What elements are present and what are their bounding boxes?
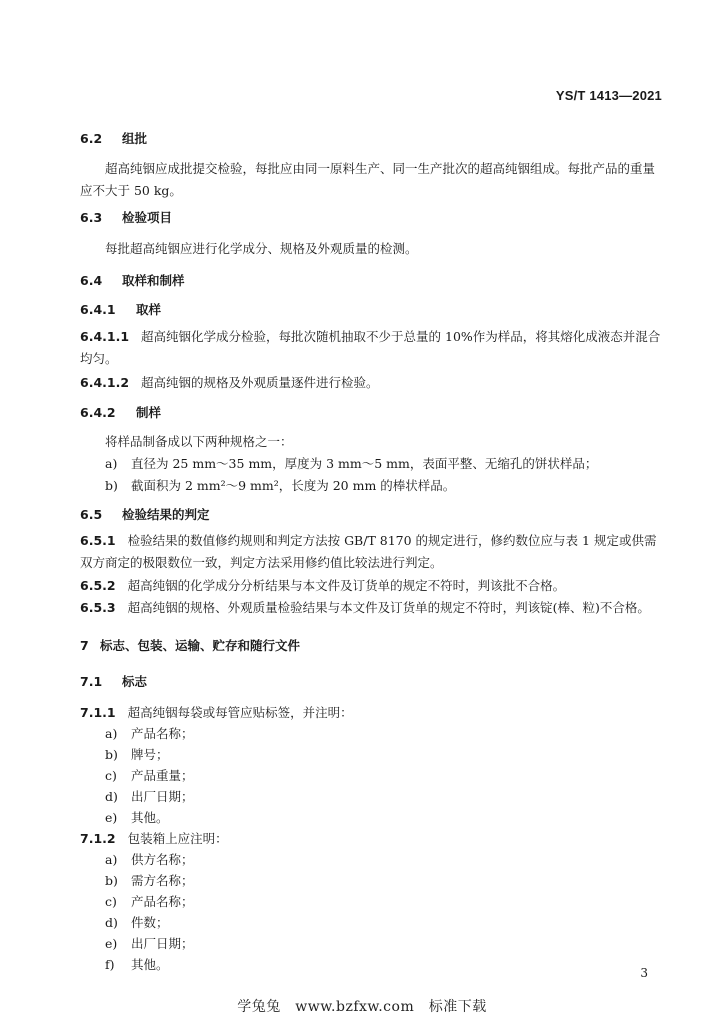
section-title: 检验项目 (122, 210, 173, 225)
clause-text: 超高纯铟每袋或每管应贴标签，并注明： (127, 705, 353, 720)
section-title: 取样和制样 (122, 273, 185, 288)
section-heading-6-4-1 (80, 300, 161, 318)
list-text: 出厂日期； (131, 789, 194, 804)
list-item (105, 454, 597, 472)
clause-6-4-1-1 (80, 326, 662, 370)
section-heading-6-4-2 (80, 403, 161, 421)
list-marker: b) (105, 873, 118, 888)
list-marker: a) (105, 456, 118, 471)
list-marker: d) (105, 789, 118, 804)
clause-text: 超高纯铟的化学成分分析结果与本文件及订货单的规定不符时，判该批不合格。 (127, 578, 566, 593)
section-heading-6-3 (80, 208, 172, 226)
clause-6-5-2 (80, 576, 565, 594)
section-number: 6.3 (80, 210, 103, 225)
clause-text: 检验结果的数值修约规则和判定方法按 GB/T 8170 的规定进行，修约数位应与表 1 规定或供需双方商定的极限数位一致，判定方法采用修约值比较法进行判定。 (80, 533, 657, 570)
list-marker: b) (105, 478, 118, 493)
section-title: 取样 (136, 302, 162, 317)
clause-number: 6.4.1.2 (80, 375, 130, 390)
list-text: 其他。 (131, 810, 169, 825)
clause-number: 6.5.2 (80, 578, 116, 593)
clause-6-5-1 (80, 530, 662, 574)
list-marker: a) (105, 726, 118, 741)
watermark-text: 学兔兔 www.bzfxw.com 标准下载 (237, 999, 487, 1015)
clause-number: 6.4.1.1 (80, 329, 130, 344)
list-marker: f) (105, 957, 115, 972)
section-body-6-3: 每批超高纯铟应进行化学成分、规格及外观质量的检测。 (105, 241, 418, 256)
list-marker: e) (105, 810, 118, 825)
section-number: 6.4.1 (80, 302, 116, 317)
list-item (105, 892, 194, 910)
section-number: 6.4 (80, 273, 103, 288)
clause-text: 超高纯铟的规格及外观质量逐件进行检验。 (141, 375, 379, 390)
section-title: 组批 (122, 131, 148, 146)
section-heading-7-1 (80, 672, 147, 690)
list-text: 产品重量； (131, 768, 194, 783)
list-text: 其他。 (131, 957, 169, 972)
list-item (105, 913, 169, 931)
section-number: 6.2 (80, 131, 103, 146)
list-item (105, 955, 169, 973)
list-item (105, 476, 455, 494)
section-number: 6.5 (80, 507, 103, 522)
list-marker: a) (105, 852, 118, 867)
list-item (105, 745, 169, 763)
section-number: 7.1 (80, 674, 103, 689)
clause-6-5-3 (80, 598, 650, 616)
list-item (105, 934, 194, 952)
section-heading-6-2 (80, 129, 147, 147)
section-title: 制样 (136, 405, 162, 420)
clause-number: 6.5.1 (80, 533, 116, 548)
section-title: 标志 (122, 674, 148, 689)
section-number: 7 (80, 638, 89, 653)
section-heading-6-4 (80, 271, 185, 289)
clause-7-1-1 (80, 703, 353, 721)
list-marker: b) (105, 747, 118, 762)
list-item (105, 850, 194, 868)
section-body-6-2: 超高纯铟应成批提交检验，每批应由同一原料生产、同一生产批次的超高纯铟组成。每批产品的重量应不大于 50 kg。 (80, 161, 656, 198)
clause-text: 超高纯铟化学成分检验，每批次随机抽取不少于总量的 10%作为样品，将其熔化成液态并混合均匀。 (80, 329, 661, 366)
clause-7-1-2 (80, 829, 228, 847)
list-item (105, 808, 169, 826)
section-heading-6-5 (80, 505, 210, 523)
list-text: 截面积为 2 mm²～9 mm²，长度为 20 mm 的棒状样品。 (131, 478, 456, 493)
sampling-intro: 将样品制备成以下两种规格之一： (105, 434, 293, 449)
clause-text: 超高纯铟的规格、外观质量检验结果与本文件及订货单的规定不符时，判该锭(棒、粒)不合格。 (127, 600, 650, 615)
list-marker: e) (105, 936, 118, 951)
list-marker: c) (105, 768, 117, 783)
list-text: 产品名称； (131, 894, 194, 909)
chapter-heading-7 (80, 636, 300, 654)
clause-6-4-1-2 (80, 373, 379, 391)
section-title: 标志、包装、运输、贮存和随行文件 (100, 638, 301, 653)
page-number: 3 (640, 966, 648, 980)
clause-number: 7.1.1 (80, 705, 116, 720)
clause-number: 7.1.2 (80, 831, 116, 846)
list-marker: d) (105, 915, 118, 930)
section-number: 6.4.2 (80, 405, 116, 420)
list-item (105, 871, 194, 889)
clause-number: 6.5.3 (80, 600, 116, 615)
list-text: 直径为 25 mm～35 mm，厚度为 3 mm～5 mm，表面平整、无缩孔的饼状样品； (131, 456, 598, 471)
clause-text: 包装箱上应注明： (127, 831, 228, 846)
list-item (105, 766, 194, 784)
list-text: 需方名称； (131, 873, 194, 888)
list-text: 牌号； (131, 747, 169, 762)
list-text: 供方名称； (131, 852, 194, 867)
list-item (105, 724, 194, 742)
list-text: 件数； (131, 915, 169, 930)
list-text: 产品名称； (131, 726, 194, 741)
list-item (105, 787, 194, 805)
section-title: 检验结果的判定 (122, 507, 210, 522)
list-marker: c) (105, 894, 117, 909)
standard-code: YS/T 1413—2021 (555, 88, 662, 103)
list-text: 出厂日期； (131, 936, 194, 951)
